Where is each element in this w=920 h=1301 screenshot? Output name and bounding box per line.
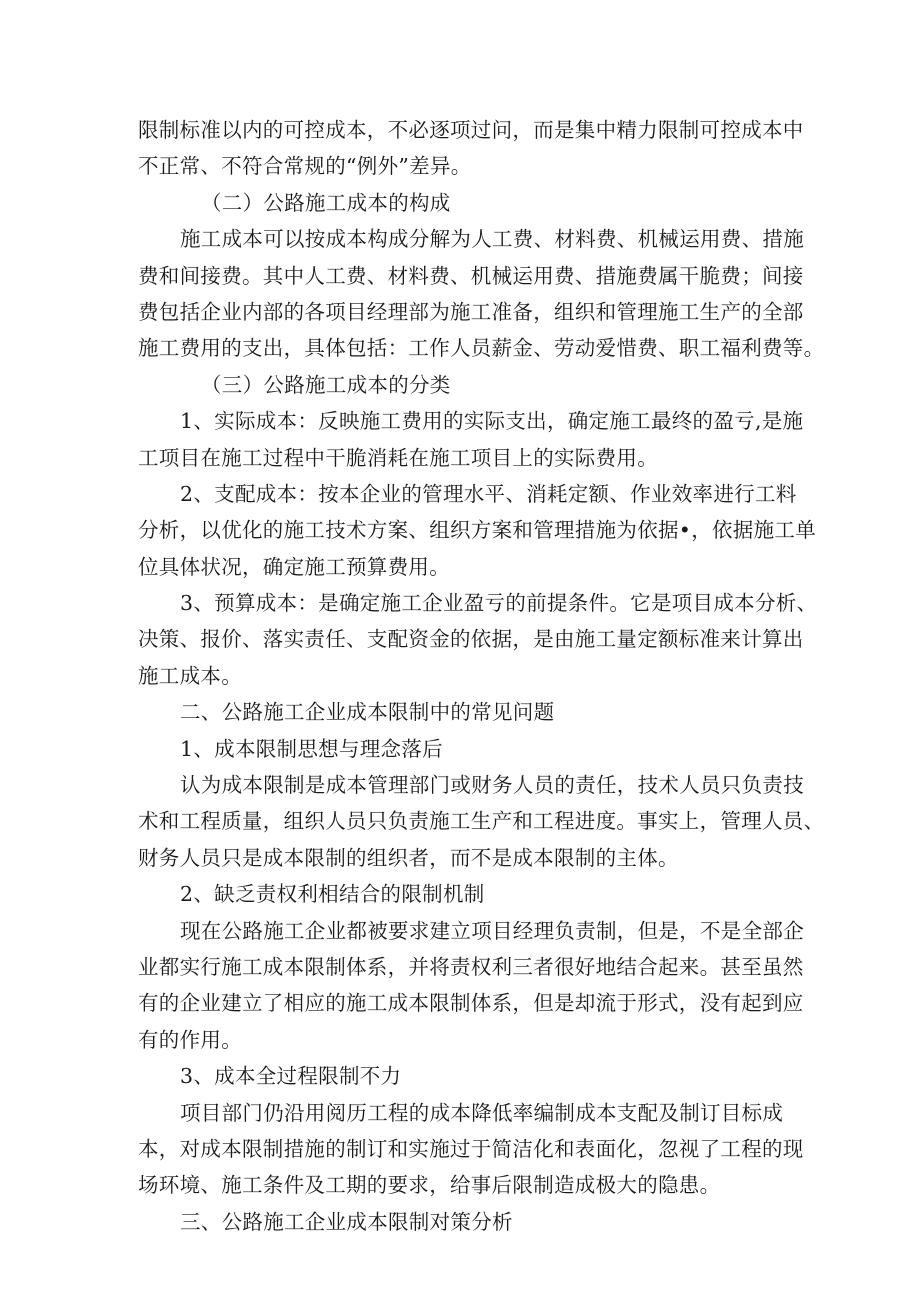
subsection-heading: 3、成本全过程限制不力 xyxy=(180,1064,402,1089)
paragraph-line: 项目部门仍沿用阅历工程的成本降低率编制成本支配及制订目标成 xyxy=(180,1100,784,1125)
paragraph-line: 工项目在施工过程中干脆消耗在施工项目上的实际费用。 xyxy=(138,445,658,470)
subsection-heading: 2、缺乏责权利相结合的限制机制 xyxy=(180,882,485,907)
paragraph-line: 决策、报价、落实责任、支配资金的依据，是由施工量定额标准来计算出 xyxy=(138,627,804,652)
paragraph-line: 有的作用。 xyxy=(138,1027,242,1052)
document-page xyxy=(138,112,825,1240)
paragraph-line: 3、预算成本：是确定施工企业盈亏的前提条件。它是项目成本分析、 xyxy=(180,591,818,616)
paragraph-line: 限制标准以内的可控成本，不必逐项过问，而是集中精力限制可控成本中 xyxy=(138,118,804,142)
paragraph-line: 施工成本。 xyxy=(138,663,242,688)
paragraph-line: 认为成本限制是成本管理部门或财务人员的责任，技术人员只负责技 xyxy=(180,773,804,798)
paragraph-line: 费和间接费。其中人工费、材料费、机械运用费、措施费属干脆费；间接 xyxy=(138,263,804,288)
section-heading: （二）公路施工成本的构成 xyxy=(201,190,451,215)
paragraph-line: 财务人员只是成本限制的组织者，而不是成本限制的主体。 xyxy=(138,845,679,870)
paragraph-line: 有的企业建立了相应的施工成本限制体系，但是却流于形式，没有起到应 xyxy=(138,991,804,1016)
paragraph-line: 施工成本可以按成本构成分解为人工费、材料费、机械运用费、措施 xyxy=(180,227,804,252)
paragraph-line: 1、实际成本：反映施工费用的实际支出，确定施工最终的盈亏,是施 xyxy=(180,409,804,434)
paragraph-line: 本，对成本限制措施的制订和实施过于简洁化和表面化，忽视了工程的现 xyxy=(138,1136,804,1161)
paragraph-line: 施工费用的支出，具体包括：工作人员薪金、劳动爱惜费、职工福利费等。 xyxy=(138,336,825,361)
paragraph-line: 不正常、不符合常规的“例外”差异。 xyxy=(138,154,472,179)
paragraph-line: 2、支配成本：按本企业的管理水平、消耗定额、作业效率进行工料 xyxy=(180,481,797,506)
paragraph-line: 场环境、施工条件及工期的要求，给事后限制造成极大的隐患。 xyxy=(138,1173,721,1198)
paragraph-line: 业都实行施工成本限制体系，并将责权利三者很好地结合起来。甚至虽然 xyxy=(138,954,804,979)
section-heading: 三、公路施工企业成本限制对策分析 xyxy=(180,1209,513,1234)
paragraph-line: 位具体状况，确定施工预算费用。 xyxy=(138,554,450,579)
section-heading: （三）公路施工成本的分类 xyxy=(201,372,451,397)
paragraph-line: 现在公路施工企业都被要求建立项目经理负责制，但是，不是全部企 xyxy=(180,918,804,943)
paragraph-line: 费包括企业内部的各项目经理部为施工准备，组织和管理施工生产的全部 xyxy=(138,299,804,324)
paragraph-line: 术和工程质量，组织人员只负责施工生产和工程进度。事实上，管理人员、 xyxy=(138,809,825,834)
subsection-heading: 1、成本限制思想与理念落后 xyxy=(180,736,443,761)
section-heading: 二、公路施工企业成本限制中的常见问题 xyxy=(180,700,555,725)
paragraph-line: 分析，以优化的施工技术方案、组织方案和管理措施为依据•，依据施工单 xyxy=(138,518,816,543)
